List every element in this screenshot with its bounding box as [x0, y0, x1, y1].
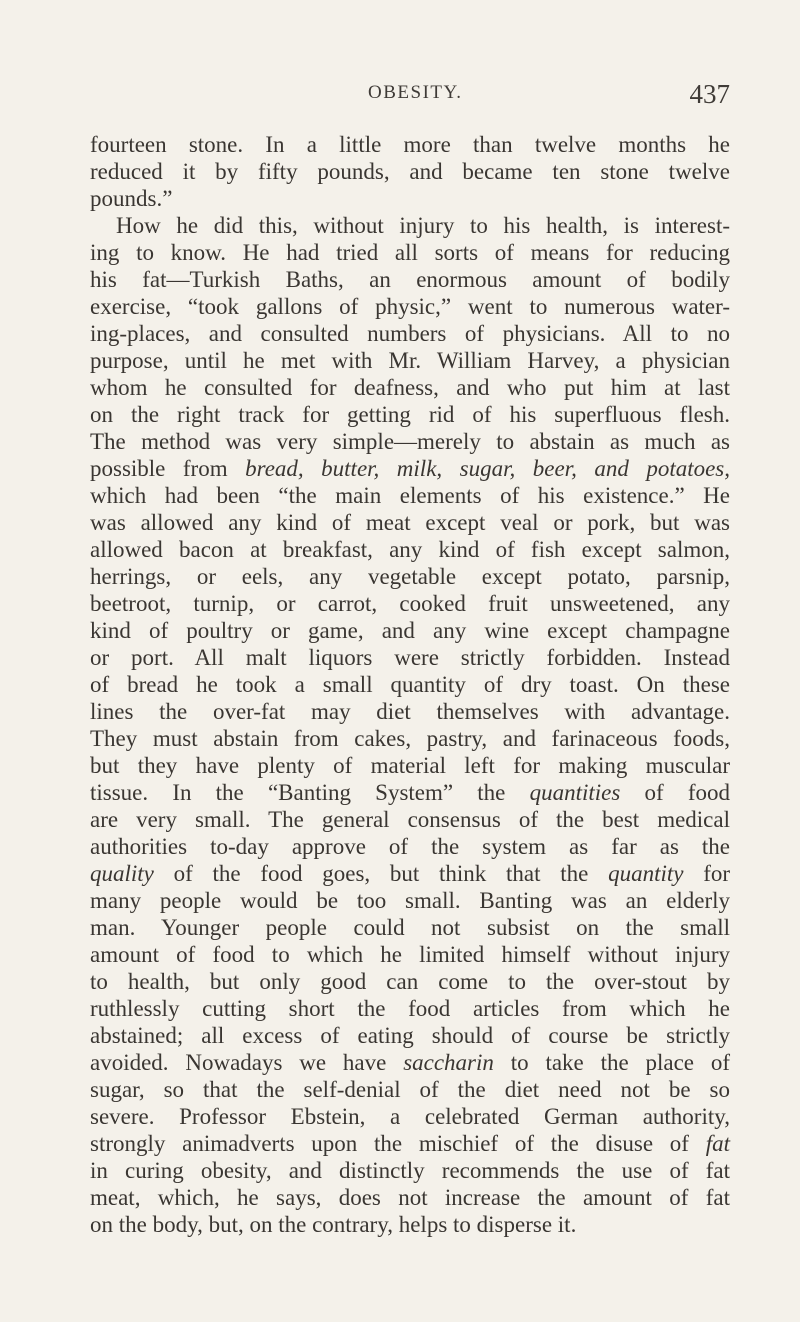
text-line: was allowed any kind of meat except veal or pork, but was: [90, 510, 730, 535]
text-line: severe. Professor Ebstein, a celebrated German authority,: [90, 1104, 730, 1129]
text-run: tissue. In the “Banting System” the: [90, 780, 506, 805]
text-line: are very small. The general consensus of the best medical: [90, 807, 730, 832]
text-line: [90, 1049, 730, 1076]
text-line: ing-places, and consulted numbers of physicians. All to no: [90, 321, 730, 346]
paragraph-start-line: How he did this, without injury to his health, is interest-: [116, 213, 730, 238]
text-line: ing to know. He had tried all sorts of means for reducing: [90, 240, 730, 265]
running-head: [368, 79, 730, 116]
italic-fat: fat: [705, 1131, 730, 1156]
text-line: amount of food to which he limited himself without injury: [90, 942, 730, 967]
text-line: abstained; all excess of eating should of course be strictly: [90, 1023, 730, 1048]
text-line: ruthlessly cutting short the food articles from which he: [90, 996, 730, 1021]
text-line: lines the over-fat may diet themselves with advantage.: [90, 699, 730, 724]
text-line: fourteen stone. In a little more than twelve months he: [90, 132, 730, 157]
text-run: for: [703, 861, 731, 886]
text-line: in curing obesity, and distinctly recommends the use of fat: [90, 1158, 730, 1183]
text-line: beetroot, turnip, or carrot, cooked fruit unsweetened, any: [90, 591, 730, 616]
text-run: possible from: [90, 456, 228, 481]
text-line: to health, but only good can come to the over-stout by: [90, 969, 730, 994]
text-run: of the food goes, but think that the: [173, 861, 589, 886]
text-line: man. Younger people could not subsist on the small: [90, 915, 730, 940]
text-line: authorities to-day approve of the system as far as the: [90, 834, 730, 859]
text-line: or port. All malt liquors were strictly forbidden. Instead: [90, 645, 730, 670]
text-line: allowed bacon at breakfast, any kind of fish except salmon,: [90, 537, 730, 562]
italic-saccharin: saccharin: [403, 1050, 494, 1075]
italic-quality: quality: [90, 861, 154, 886]
text-line: of bread he took a small quantity of dry toast. On these: [90, 672, 730, 697]
text-line: [90, 860, 730, 887]
text-line: his fat—Turkish Baths, an enormous amount of bodily: [90, 267, 730, 292]
text-line: pounds.”: [90, 186, 173, 211]
text-line: [90, 779, 730, 806]
text-line: reduced it by fifty pounds, and became ten stone twelve: [90, 159, 730, 184]
text-line: on the body, but, on the contrary, helps to disperse it.: [90, 1212, 577, 1237]
text-line: on the right track for getting rid of his superfluous flesh.: [90, 402, 730, 427]
running-title: OBESITY.: [368, 82, 463, 103]
text-line: [90, 1130, 730, 1157]
italic-quantities: quantities: [529, 780, 621, 805]
italic-foods: bread, butter, milk, sugar, beer, and potatoes,: [245, 456, 731, 481]
text-line: The method was very simple—merely to abstain as much as: [90, 429, 730, 454]
text-line: herrings, or eels, any vegetable except potato, parsnip,: [90, 564, 730, 589]
text-run: to take the place of: [510, 1050, 730, 1075]
text-line: They must abstain from cakes, pastry, and farinaceous foods,: [90, 726, 730, 751]
text-line: but they have plenty of material left for making muscular: [90, 753, 730, 778]
page-number: 437: [689, 79, 730, 109]
text-line: kind of poultry or game, and any wine except champagne: [90, 618, 730, 643]
text-line: purpose, until he met with Mr. William Harvey, a physician: [90, 348, 730, 373]
text-run: strongly animadverts upon the mischief of the disuse of: [90, 1131, 689, 1156]
text-line: whom he consulted for deafness, and who put him at last: [90, 375, 730, 400]
text-line: meat, which, he says, does not increase the amount of fat: [90, 1185, 730, 1210]
text-line: many people would be too small. Banting was an elderly: [90, 888, 730, 913]
text-line: sugar, so that the self-denial of the diet need not be so: [90, 1077, 730, 1102]
text-line: [90, 455, 730, 482]
text-line: exercise, “took gallons of physic,” went to numerous water-: [90, 294, 730, 319]
text-run: avoided. Nowadays we have: [90, 1050, 387, 1075]
text-run: of food: [644, 780, 730, 805]
body-text: [90, 131, 730, 1238]
text-line: which had been “the main elements of his existence.” He: [90, 483, 730, 508]
italic-quantity: quantity: [608, 861, 684, 886]
